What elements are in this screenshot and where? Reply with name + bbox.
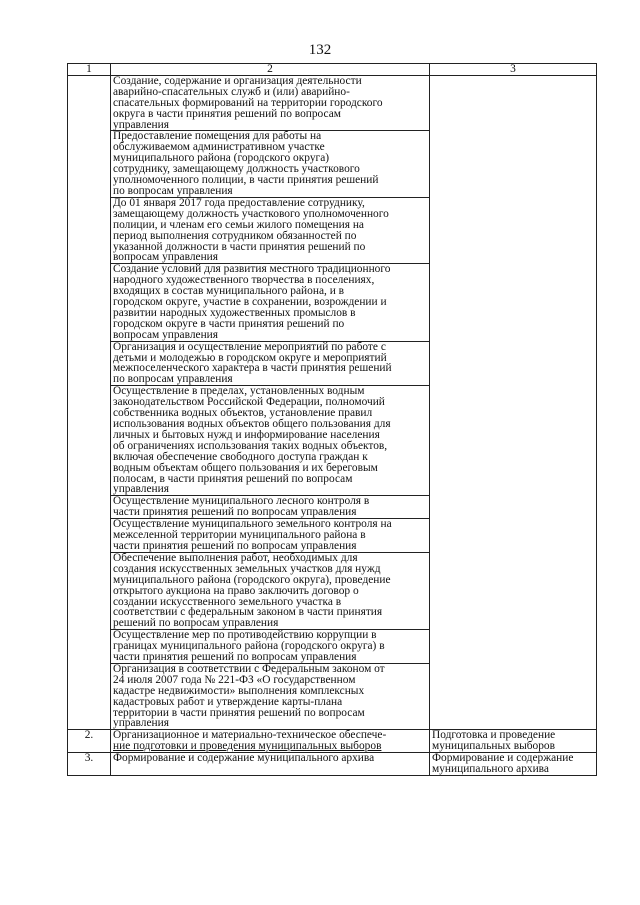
row-text-line: Формирование и содержание муниципального архива [113,752,375,765]
subitem-line: открытого аукциона на право заключить договор о [113,584,359,597]
subitem-line: законодательством Российской Федерации, полномочий [113,396,385,409]
subitem-line: межселенной территории муниципального района в [113,529,366,542]
subitem-line: Осуществление муниципального земельного контроля на [113,518,392,531]
subitem-cell [111,552,430,629]
subitem-line: собственника водных объектов, установление правил [113,407,373,420]
subitem-line: части принятия решений по вопросам управления [113,651,357,664]
subitem-cell [111,75,430,131]
subitem-line: Обеспечение выполнения работ, необходимых для [113,551,358,564]
subitem-line: межпоселенческого характера в части принятия решений [113,362,392,375]
subitem-line: об ограничениях использования таких водных объектов, [113,439,388,452]
subitem-line: соответствии с федеральным законом в части принятия [113,606,383,619]
subitem-line: по вопросам управления [113,373,233,386]
subitem-line: округа в части принятия решений по вопросам [113,107,341,120]
subitem-line: управления [113,717,169,730]
subitem-line: создания искусственных земельных участков для нужд [113,562,381,575]
subitem-line: кадастровых работ и утверждение карты-плана [113,695,343,708]
row-number: 2. [68,730,111,753]
subitem-line: Создание условий для развития местного традиционного [113,263,391,276]
subitem-line: водным объектам общего пользования и их береговым [113,461,378,474]
subitem-line: До 01 января 2017 года предоставление сотруднику, [113,196,365,209]
subitem-line: полосам, в части принятия решений по вопросам [113,472,353,485]
row-result-line: муниципальных выборов [432,740,555,753]
subitems-group [68,75,597,729]
subitem-line: по вопросам управления [113,184,233,197]
row-text-line: Организационное и материально-техническое обеспече- [113,729,387,742]
row-result [430,730,597,753]
row-text [111,730,430,753]
subitem-line: детьми и молодежью в городском округе и мероприятий [113,351,387,364]
subitem-line: обслуживаемом административном участке [113,141,325,154]
subitem-line: кадастре недвижимости» выполнения комплексных [113,684,365,697]
subitem-line: Осуществление мер по противодействию коррупции в [113,629,377,642]
subitem-cell [111,386,430,496]
subitem-line: Организация в соответствии с Федеральным законом от [113,662,385,675]
row-text-line: ние подготовки и проведения муниципальных выборов [113,740,382,753]
subitem-line: сотруднику, замещающему должность участкового [113,163,360,176]
subitem-line: муниципального района (городского округа) [113,152,330,165]
subitem-line: управления [113,483,169,496]
subitem-line: управления [113,118,169,131]
subitem-line: аварийно-спасательных служб и (или) аварийно- [113,85,350,98]
functions-table [67,63,597,776]
subitem-line: Создание, содержание и организация деятельности [113,74,362,87]
subitem-line: Осуществление муниципального лесного контроля в [113,495,370,508]
subitem-cell [111,264,430,341]
table-row [68,75,597,131]
subitem-line: Организация и осуществление мероприятий по работе с [113,340,386,353]
row-number: 3. [68,753,111,776]
subitem-cell [111,519,430,553]
subitem-line: входящих в состав муниципального района, и в [113,285,345,298]
row-result-line: Формирование и содержание [432,752,574,765]
subitem-cell [111,131,430,197]
row-result-line: Подготовка и проведение [432,729,556,742]
table-row [68,753,597,776]
subitem-line: создании искусственного земельного участка в [113,595,342,608]
subitem-line: территории в части принятия решений по вопросам [113,706,365,719]
row-text [111,753,430,776]
subitem-cell [111,197,430,263]
subitem-line: период выполнения сотрудником обязанностей по [113,229,357,242]
subitem-line: использования водных объектов общего пользования для [113,418,391,430]
subitem-line: Предоставление помещения для работы на [113,130,322,143]
subitem-line: муниципального района (городского округа), проведение [113,573,391,586]
subitem-line: развитии народных художественных промыслов в [113,306,356,319]
subitem-cell [111,341,430,386]
table-row [68,730,597,753]
subitem-line: спасательных формирований на территории городского [113,96,383,109]
subitem-line: замещающему должность участкового уполномоченного [113,207,389,220]
subitem-cell [111,663,430,729]
merged-result-cell [430,75,597,729]
header-col-2: 2 [111,64,430,76]
subitem-line: указанной должности в части принятия решений по [113,240,366,253]
subitem-line: Осуществление в пределах, установленных водным [113,385,365,398]
subitem-line: личных и бытовых нужд и информирование населения [113,428,380,441]
row-result-line: муниципального архива [432,763,549,776]
subitem-line: городском округе в части принятия решений по [113,317,345,330]
subitem-line: включая обеспечение свободного доступа граждан к [113,450,368,463]
page-number: 132 [308,42,332,58]
subitem-line: 24 июля 2007 года № 221-ФЗ «О государственном [113,673,356,686]
subitem-line: решений по вопросам управления [113,617,279,630]
subitem-line: части принятия решений по вопросам управления [113,539,357,552]
subitem-line: полиции, и членам его семьи жилого помещения на [113,218,364,231]
subitem-line: вопросам управления [113,251,219,264]
subitem-line: городском округе, участие в сохранении, возрождении и [113,296,387,309]
table-header-row [68,64,597,76]
subitem-cell [111,496,430,519]
subitem-line: народного художественного творчества в поселениях, [113,274,375,287]
subitem-line: границах муниципального района (городского округа) в [113,640,385,653]
subitem-line: уполномоченного полиции, в части принятия решений [113,174,379,187]
header-col-1: 1 [68,64,111,76]
subitem-line: части принятия решений по вопросам управления [113,506,357,519]
merged-number-cell [68,75,111,729]
subitem-line: вопросам управления [113,328,219,341]
subitem-cell [111,630,430,664]
row-result [430,753,597,776]
header-col-3: 3 [430,64,597,76]
